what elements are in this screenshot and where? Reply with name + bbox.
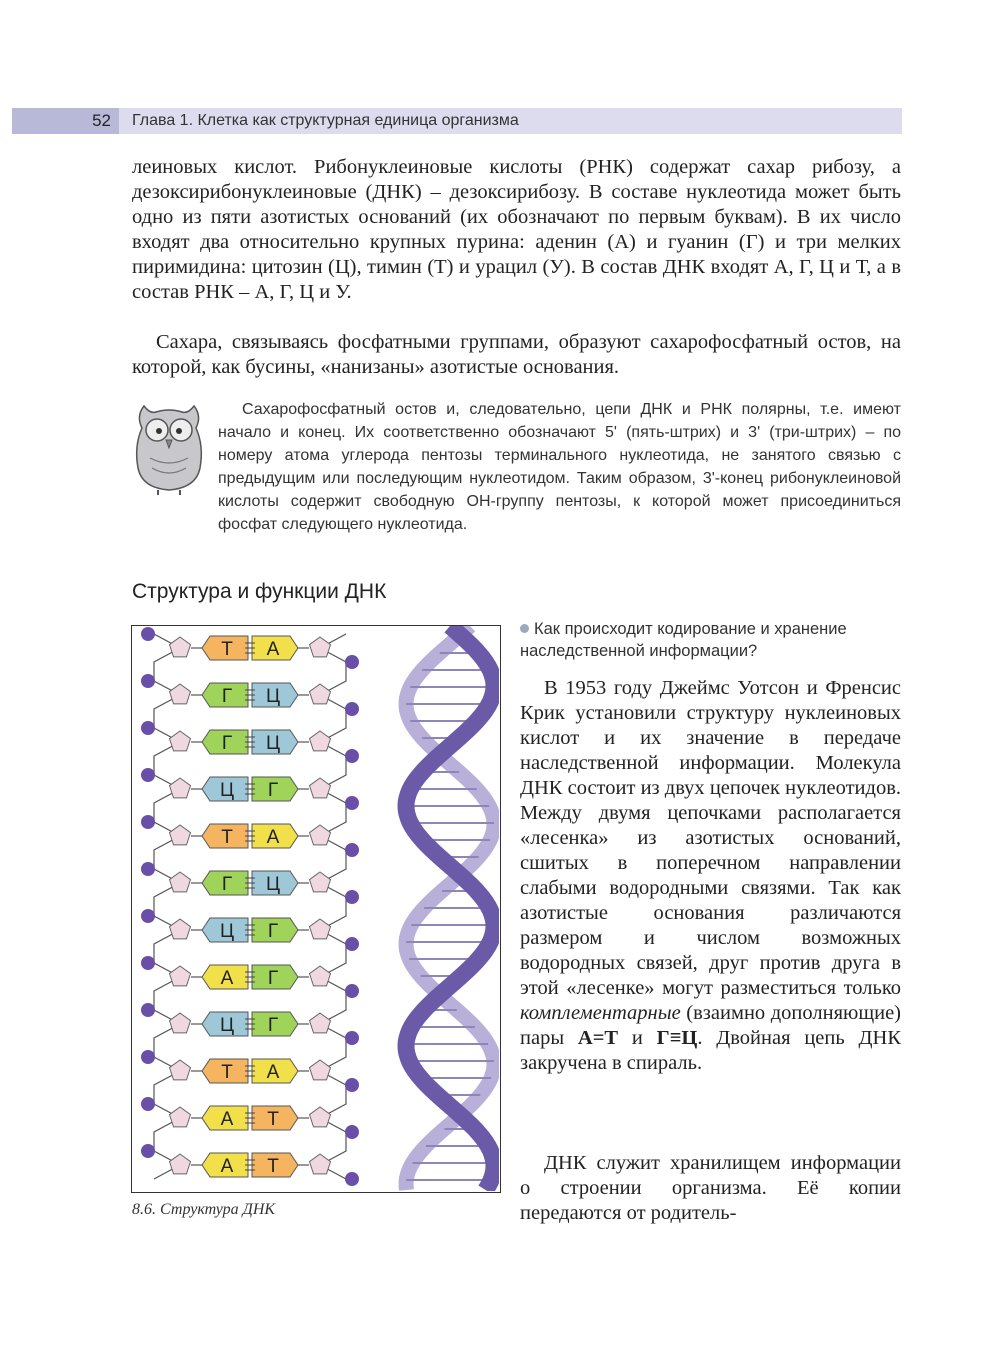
sugar-mark bbox=[170, 1154, 191, 1174]
sugar-mark bbox=[310, 825, 331, 845]
phosphate-mark bbox=[141, 862, 155, 876]
owl-margin-note: Сахарофосфатный остов и, следовательно, цепи ДНК и РНК полярны, т.е. имеют начало и конец. Их соответственно обозначают 5' (пять-штрих) и 3' (три-штрих) – по номеру атома углерода пентозы терминального нуклеотида, не занятого связью с предыдущим или последующим нуклеотидом. Таким образом, 3'-конец рибонуклеиновой кислоты содержит свободную ОН-группу пентозы, к которой может присоединиться фосфат следующего нуклеотида. bbox=[218, 401, 901, 533]
sugar-mark bbox=[170, 637, 191, 657]
dna-structure-diagram bbox=[132, 626, 499, 1191]
base-right-label: А bbox=[266, 827, 280, 848]
dna-figure bbox=[131, 625, 501, 1193]
figure-caption: 8.6. Структура ДНК bbox=[132, 1201, 276, 1218]
sugar-mark bbox=[310, 1154, 331, 1174]
sugar-mark bbox=[310, 1060, 331, 1080]
paragraph-1: леиновых кислот. Рибонуклеиновые кислоты (РНК) содержат сахар рибозу, а дезоксирибонуклеиновые (ДНК) – дезоксирибозу. В составе нуклеотида может быть одно из пяти азотистых оснований (их обозначают по первым буквам). В их число входят два относительно крупных пурина: аденин (А) и гуанин (Г) и три мелких пиримидина: цитозин (Ц), тимин (Т) и урацил (У). В состав ДНК входят А, Г, Ц и Т, а в состав РНК – А, Г, Ц и У. bbox=[132, 156, 901, 303]
bullet-icon bbox=[520, 624, 529, 633]
base-left-label: Т bbox=[221, 1062, 233, 1083]
phosphate-mark bbox=[141, 1097, 155, 1111]
base-left-label: Г bbox=[221, 733, 233, 754]
phosphate-mark bbox=[141, 768, 155, 782]
base-right-label: А bbox=[266, 639, 280, 660]
phosphate-mark bbox=[345, 1125, 359, 1139]
sugar-mark bbox=[170, 966, 191, 986]
phosphate-mark bbox=[345, 984, 359, 998]
text-run: В 1953 году Джеймс Уотсон и Френсис Крик установили структуру нуклеиновых кислот и их значение в передаче наследственной информации. Молекула ДНК состоит из двух цепочек нуклеотидов. Между двумя цепочками располагается «лесенка» из азотистых оснований, сшитых в поперечном направлении слабыми водородными связями. Так как азотистые основания различаются размером и числом возможных водородных связей, друг против друга в этой «лесенке» могут разместиться только bbox=[520, 677, 901, 999]
question bbox=[520, 618, 901, 662]
base-right-label: Ц bbox=[265, 874, 281, 895]
base-left-label: Т bbox=[221, 639, 233, 660]
phosphate-mark bbox=[345, 937, 359, 951]
base-left-label: А bbox=[220, 968, 234, 989]
sugar-mark bbox=[310, 966, 331, 986]
phosphate-mark bbox=[141, 627, 155, 641]
sugar-mark bbox=[170, 1013, 191, 1033]
question-text: Как происходит кодирование и хранение наследственной информации? bbox=[520, 620, 847, 660]
sugar-mark bbox=[310, 872, 331, 892]
base-left-label: Ц bbox=[219, 780, 235, 801]
left-backbone bbox=[154, 634, 180, 1179]
sugar-mark bbox=[310, 1107, 331, 1127]
phosphate-mark bbox=[345, 749, 359, 763]
sugar-mark bbox=[170, 1107, 191, 1127]
section-heading: Структура и функции ДНК bbox=[132, 580, 387, 603]
sugar-mark bbox=[310, 637, 331, 657]
phosphate-mark bbox=[345, 655, 359, 669]
phosphate-mark bbox=[345, 1172, 359, 1186]
phosphate-mark bbox=[141, 1144, 155, 1158]
sugar-mark bbox=[310, 1013, 331, 1033]
sugar-mark bbox=[170, 778, 191, 798]
text-run: (взаимно дополняющие) пары bbox=[520, 1002, 901, 1049]
sugar-mark bbox=[310, 778, 331, 798]
phosphate-mark bbox=[141, 721, 155, 735]
base-right-label: Г bbox=[267, 921, 279, 942]
phosphate-mark bbox=[345, 796, 359, 810]
text-run: . Двойная цепь ДНК закручена в спираль. bbox=[520, 1027, 901, 1074]
sugar-mark bbox=[310, 684, 331, 704]
base-right-label: Г bbox=[267, 1015, 279, 1036]
base-left-label: Т bbox=[221, 827, 233, 848]
phosphate-mark bbox=[141, 815, 155, 829]
base-left-label: Ц bbox=[219, 921, 235, 942]
phosphate-mark bbox=[141, 674, 155, 688]
sugar-mark bbox=[170, 731, 191, 751]
sugar-mark bbox=[170, 684, 191, 704]
base-right-label: Ц bbox=[265, 686, 281, 707]
base-right-label: Т bbox=[267, 1156, 279, 1177]
column-paragraph-2: ДНК служит хранилищем информации о строении организма. Её копии передаются от родитель- bbox=[520, 1152, 901, 1224]
phosphate-mark bbox=[141, 1003, 155, 1017]
base-left-label: Г bbox=[221, 686, 233, 707]
chapter-title: Глава 1. Клетка как структурная единица организма bbox=[132, 112, 519, 129]
pair-at: А=Т bbox=[577, 1027, 619, 1049]
phosphate-mark bbox=[141, 1050, 155, 1064]
phosphate-mark bbox=[345, 1078, 359, 1092]
base-right-label: Г bbox=[267, 780, 279, 801]
sugar-mark bbox=[170, 1060, 191, 1080]
text-run: и bbox=[618, 1027, 657, 1049]
base-left-label: Ц bbox=[219, 1015, 235, 1036]
phosphate-mark bbox=[345, 702, 359, 716]
sugar-mark bbox=[310, 919, 331, 939]
owl-icon bbox=[128, 398, 210, 496]
phosphate-mark bbox=[141, 909, 155, 923]
base-right-label: А bbox=[266, 1062, 280, 1083]
base-right-label: Г bbox=[267, 968, 279, 989]
right-backbone bbox=[320, 634, 346, 1179]
sugar-mark bbox=[170, 919, 191, 939]
base-left-label: А bbox=[220, 1156, 234, 1177]
column-paragraph-1 bbox=[520, 676, 901, 1076]
phosphate-mark bbox=[345, 843, 359, 857]
pair-gc: Г≡Ц bbox=[656, 1027, 698, 1049]
sugar-mark bbox=[310, 731, 331, 751]
base-left-label: Г bbox=[221, 874, 233, 895]
page-number: 52 bbox=[12, 108, 119, 134]
phosphate-mark bbox=[141, 956, 155, 970]
phosphate-mark bbox=[345, 890, 359, 904]
paragraph-2: Сахара, связываясь фосфатными группами, образуют сахарофосфатный остов, на которой, как бусины, «нанизаны» азотистые основания. bbox=[132, 331, 901, 378]
phosphate-mark bbox=[345, 1031, 359, 1045]
sugar-mark bbox=[170, 872, 191, 892]
sugar-mark bbox=[170, 825, 191, 845]
base-right-label: Т bbox=[267, 1109, 279, 1130]
emphasis-term: комплементарные bbox=[520, 1002, 681, 1024]
base-right-label: Ц bbox=[265, 733, 281, 754]
base-left-label: А bbox=[220, 1109, 234, 1130]
